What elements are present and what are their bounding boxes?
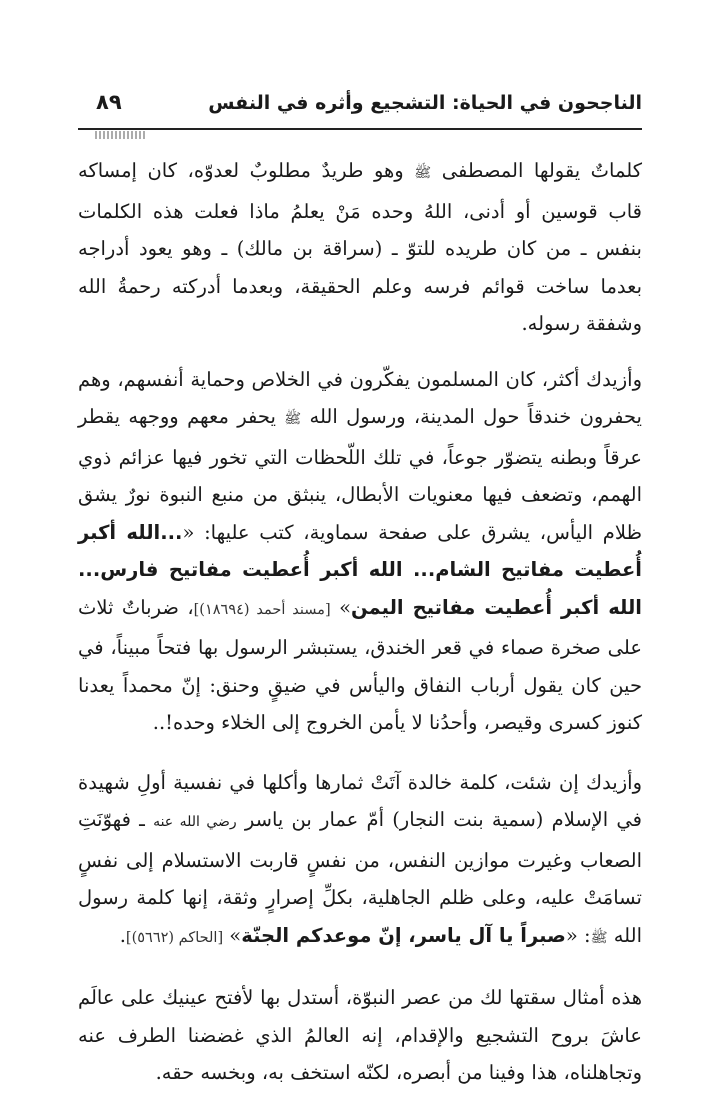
source-reference: [مسند أحمد (١٨٦٩٤)] [193,601,331,618]
honorific-symbol: ﷺ [590,929,608,946]
running-header [78,88,642,128]
text-run: هذه أمثال سقتها لك من عصر النبوّة، أستدل بها لأفتح عينيك على عالَم عاشَ بروح التشجيع والإقدام، إنه العالمُ الذي غضضنا الطرف عنه وتجاهلناه، هذا وفينا من أبصره، لكنّه استخف به، وبخسه حقه. [78,986,642,1084]
honorific-symbol: ﷺ [414,165,432,181]
paragraph-3 [78,764,642,958]
text-run: وأزيدك أكثر، كان المسلمون يفكّرون في الخلاص وحماية أنفسهم، وهم يحفرون خندقاً حول المدينة، ورسول الله [78,367,642,428]
paragraph-4 [78,979,642,1092]
text-run: ، ضرباتٌ ثلاث على صخرة صماء في قعر الخندق، يستبشر الرسول بها فتحاً مبيناً، في حين كان يقول أرباب النفاق واليأس في ضيقٍ وحنق: إنّ محمداً يعدنا كنوز كسرى وقيصر، وأحدُنا لا يأمن الخروج إلى الخلاء وحده!.. [78,595,642,734]
paragraph-1 [78,152,642,343]
text-run: كلماتٌ يقولها المصطفى [431,159,642,182]
page-body [78,152,642,1110]
honorific-symbol: ﷺ [284,411,302,427]
text-run: وهو طريدٌ مطلوبٌ لعدوّه، كان إمساكه قاب قوسين أو أدنى، اللهُ وحده مَنْ يعلمُ ماذا فعلت هذه الكلمات بنفس ـ من كان طريده للتوّ ـ (سراقة بن مالك) ـ وهو يعود أدراجه بعدما ساخت قوائم فرسه وعلم الحقيقة، وبعدما أدركته رحمةُ الله وشفقة رسوله. [78,159,642,335]
hadith-quote: صبراً يا آل ياسر، إنّ موعدكم الجنّة [241,923,566,947]
text-run: . [119,923,126,947]
source-reference: [الحاكم (٥٦٦٢)] [125,929,224,946]
page-number: ٨٩ [96,90,122,114]
paragraph-2 [78,361,642,742]
header-ornament [95,131,147,139]
text-run: » [330,595,351,619]
header-divider [78,128,642,130]
hadith-quote: ...الله أكبر أُعطيت مفاتيح الشام... الله أكبر أُعطيت مفاتيح فارس... الله أكبر أُعطيت مفاتيح اليمن [78,520,642,619]
text-run: ـ فهوّنَتِ الصعاب وغيرت موازين النفس، من نفسٍ قاربت الاستسلام إلى نفسٍ تسامَتْ عليه، وعلى ظلم الجاهلية، بكلِّ إصرارٍ وثقة، إنها كلمة رسول الله [78,808,642,947]
text-run: » [223,923,242,947]
text-run: : « [565,923,591,947]
header-title: الناجحون في الحياة: التشجيع وأثره في النفس [208,92,642,114]
text-run: يحفر معهم ووجهه يقطر عرقاً وبطنه يتضوّر جوعاً، في تلك اللّحظات التي تخور فيها عزائم ذوي الهمم، وتضعف فيها معنويات الأبطال، ينبثق من منبع النبوة نورٌ يشق ظلام اليأس، يشرق على صفحة سماوية، كتب عليها: « [78,405,642,544]
text-run: وأزيدك إن شئت، كلمة خالدة آتَتْ ثمارها وأكلها في نفسية أولِ شهيدة في الإسلام (سمية بنت النجار) أمّ عمار بن ياسر [78,770,642,831]
honorific-symbol: رضي الله عنه [153,814,237,830]
